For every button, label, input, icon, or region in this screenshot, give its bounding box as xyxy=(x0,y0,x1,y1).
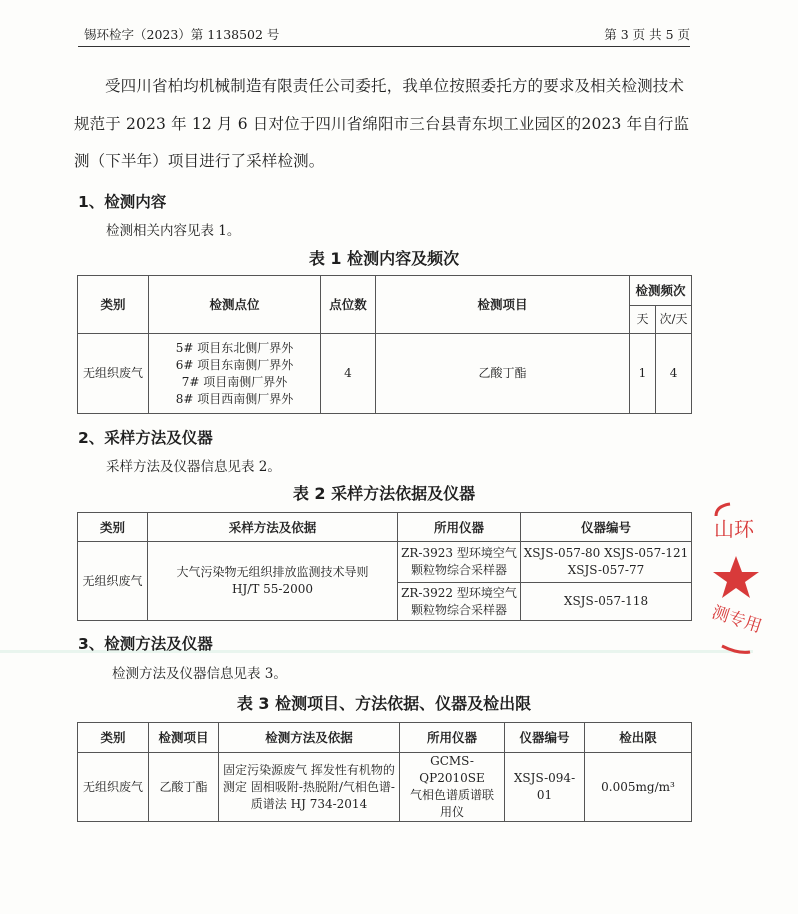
t2-cell-instrument-2 xyxy=(398,583,521,621)
t1-header-category: 类别 xyxy=(78,276,149,334)
t1-cell-days: 1 xyxy=(630,334,656,414)
t3-header-instrument: 所用仪器 xyxy=(400,723,505,753)
seal-text-top: 山环 xyxy=(714,517,754,541)
t3-cell-item: 乙酸丁酯 xyxy=(149,753,219,822)
report-number: 锡环检字（2023）第 1138502 号 xyxy=(84,27,280,42)
t2-header-instrument: 所用仪器 xyxy=(398,513,521,542)
t2-cell-method xyxy=(148,542,398,621)
t1-cell-count: 4 xyxy=(321,334,376,414)
t1-cell-category: 无组织废气 xyxy=(78,334,149,414)
t2-number-1-line-1: XSJS-057-80 XSJS-057-121 xyxy=(523,546,689,560)
intro-line-1: 受四川省柏均机械制造有限责任公司委托，我单位按照委托方的要求及相关 xyxy=(105,77,622,95)
t3-header-method: 检测方法及依据 xyxy=(219,723,400,753)
table-row xyxy=(78,753,692,822)
t3-instrument-line-2: 气相色谱质谱联 xyxy=(409,788,494,802)
official-seal xyxy=(708,496,798,656)
table-2-title: 表 2 采样方法依据及仪器 xyxy=(292,484,476,503)
t2-method-line-2: HJ/T 55-2000 xyxy=(232,582,313,596)
t3-header-limit: 检出限 xyxy=(585,723,692,753)
table-row xyxy=(78,334,692,414)
intro-paragraph xyxy=(74,68,696,181)
t1-header-points: 检测点位 xyxy=(149,276,321,334)
t1-header-items: 检测项目 xyxy=(376,276,630,334)
t3-cell-limit: 0.005mg/m³ xyxy=(585,753,692,822)
seal-graphic xyxy=(708,496,798,656)
t3-cell-method xyxy=(219,753,400,822)
table-row xyxy=(78,542,692,583)
t3-cell-instrument xyxy=(400,753,505,822)
t2-instrument-1-line-1: ZR-3923 型环境空气 xyxy=(401,546,517,560)
table-1 xyxy=(77,275,692,414)
t3-instrument-line-1: GCMS-QP2010SE xyxy=(419,754,485,785)
t3-instrument-line-3: 用仪 xyxy=(439,805,464,819)
t3-method-line-3: 质谱法 HJ 734-2014 xyxy=(250,796,368,811)
section-3-title: 3、检测方法及仪器 xyxy=(78,635,213,653)
t1-cell-item: 乙酸丁酯 xyxy=(376,334,630,414)
section-3-note: 检测方法及仪器信息见表 3。 xyxy=(112,666,287,682)
t2-instrument-1-line-2: 颗粒物综合采样器 xyxy=(410,563,507,577)
t3-cell-category: 无组织废气 xyxy=(78,753,149,822)
page-indicator: 第 3 页 共 5 页 xyxy=(604,27,690,42)
t1-point-6: 6# 项目东南侧厂界外 xyxy=(175,357,294,372)
t2-header-number: 仪器编号 xyxy=(521,513,692,542)
t2-header-method: 采样方法及依据 xyxy=(148,513,398,542)
t2-cell-number-2: XSJS-057-118 xyxy=(521,583,692,621)
section-1-note: 检测相关内容见表 1。 xyxy=(106,223,241,239)
t2-instrument-2-line-1: ZR-3922 型环境空气 xyxy=(401,585,517,600)
t2-cell-category: 无组织废气 xyxy=(78,542,148,621)
t1-cell-points xyxy=(149,334,321,414)
section-1-title: 1、检测内容 xyxy=(78,193,167,211)
intro-line-3: 2023 年自行监测（下半年）项目进行了采样检测。 xyxy=(74,114,690,170)
t3-header-category: 类别 xyxy=(78,723,149,753)
t3-header-item: 检测项目 xyxy=(149,723,219,753)
table-1-title: 表 1 检测内容及频次 xyxy=(308,249,460,268)
t3-header-number: 仪器编号 xyxy=(505,723,585,753)
t1-cell-per-day: 4 xyxy=(656,334,692,414)
page-header xyxy=(78,22,690,47)
t3-cell-number: XSJS-094-01 xyxy=(505,753,585,822)
seal-star-icon xyxy=(713,556,759,598)
t2-cell-number-1 xyxy=(521,542,692,583)
table-3 xyxy=(77,722,692,822)
section-2-note: 采样方法及仪器信息见表 2。 xyxy=(106,459,281,475)
t1-point-8: 8# 项目西南侧厂界外 xyxy=(175,391,294,406)
t3-method-line-1: 固定污染源废气 挥发性有机物的 xyxy=(223,762,395,777)
t1-point-5: 5# 项目东北侧厂界外 xyxy=(175,340,294,355)
t2-cell-instrument-1 xyxy=(398,542,521,583)
t3-method-line-2: 测定 固相吸附-热脱附/气相色谱- xyxy=(223,779,395,794)
t2-method-line-1: 大气污染物无组织排放监测技术导则 xyxy=(176,565,369,579)
table-2 xyxy=(77,512,692,621)
section-2-title: 2、采样方法及仪器 xyxy=(78,429,213,447)
t2-instrument-2-line-2: 颗粒物综合采样器 xyxy=(410,602,507,617)
t1-header-count: 点位数 xyxy=(321,276,376,334)
table-3-title: 表 3 检测项目、方法依据、仪器及检出限 xyxy=(236,694,532,713)
seal-text-bottom: 测专用 xyxy=(709,602,765,638)
t2-header-category: 类别 xyxy=(78,513,148,542)
t1-header-per-day: 次/天 xyxy=(656,306,692,334)
intro-line-2: 检测技术规范于 2023 年 12 月 6 日对位于四川省绵阳市三台县青东坝工业园区的 xyxy=(74,77,685,133)
t1-point-7: 7# 项目南侧厂界外 xyxy=(181,374,288,389)
t1-header-days: 天 xyxy=(630,306,656,334)
t2-number-1-line-2: XSJS-057-77 xyxy=(567,563,645,577)
t1-header-freq: 检测频次 xyxy=(630,276,692,306)
